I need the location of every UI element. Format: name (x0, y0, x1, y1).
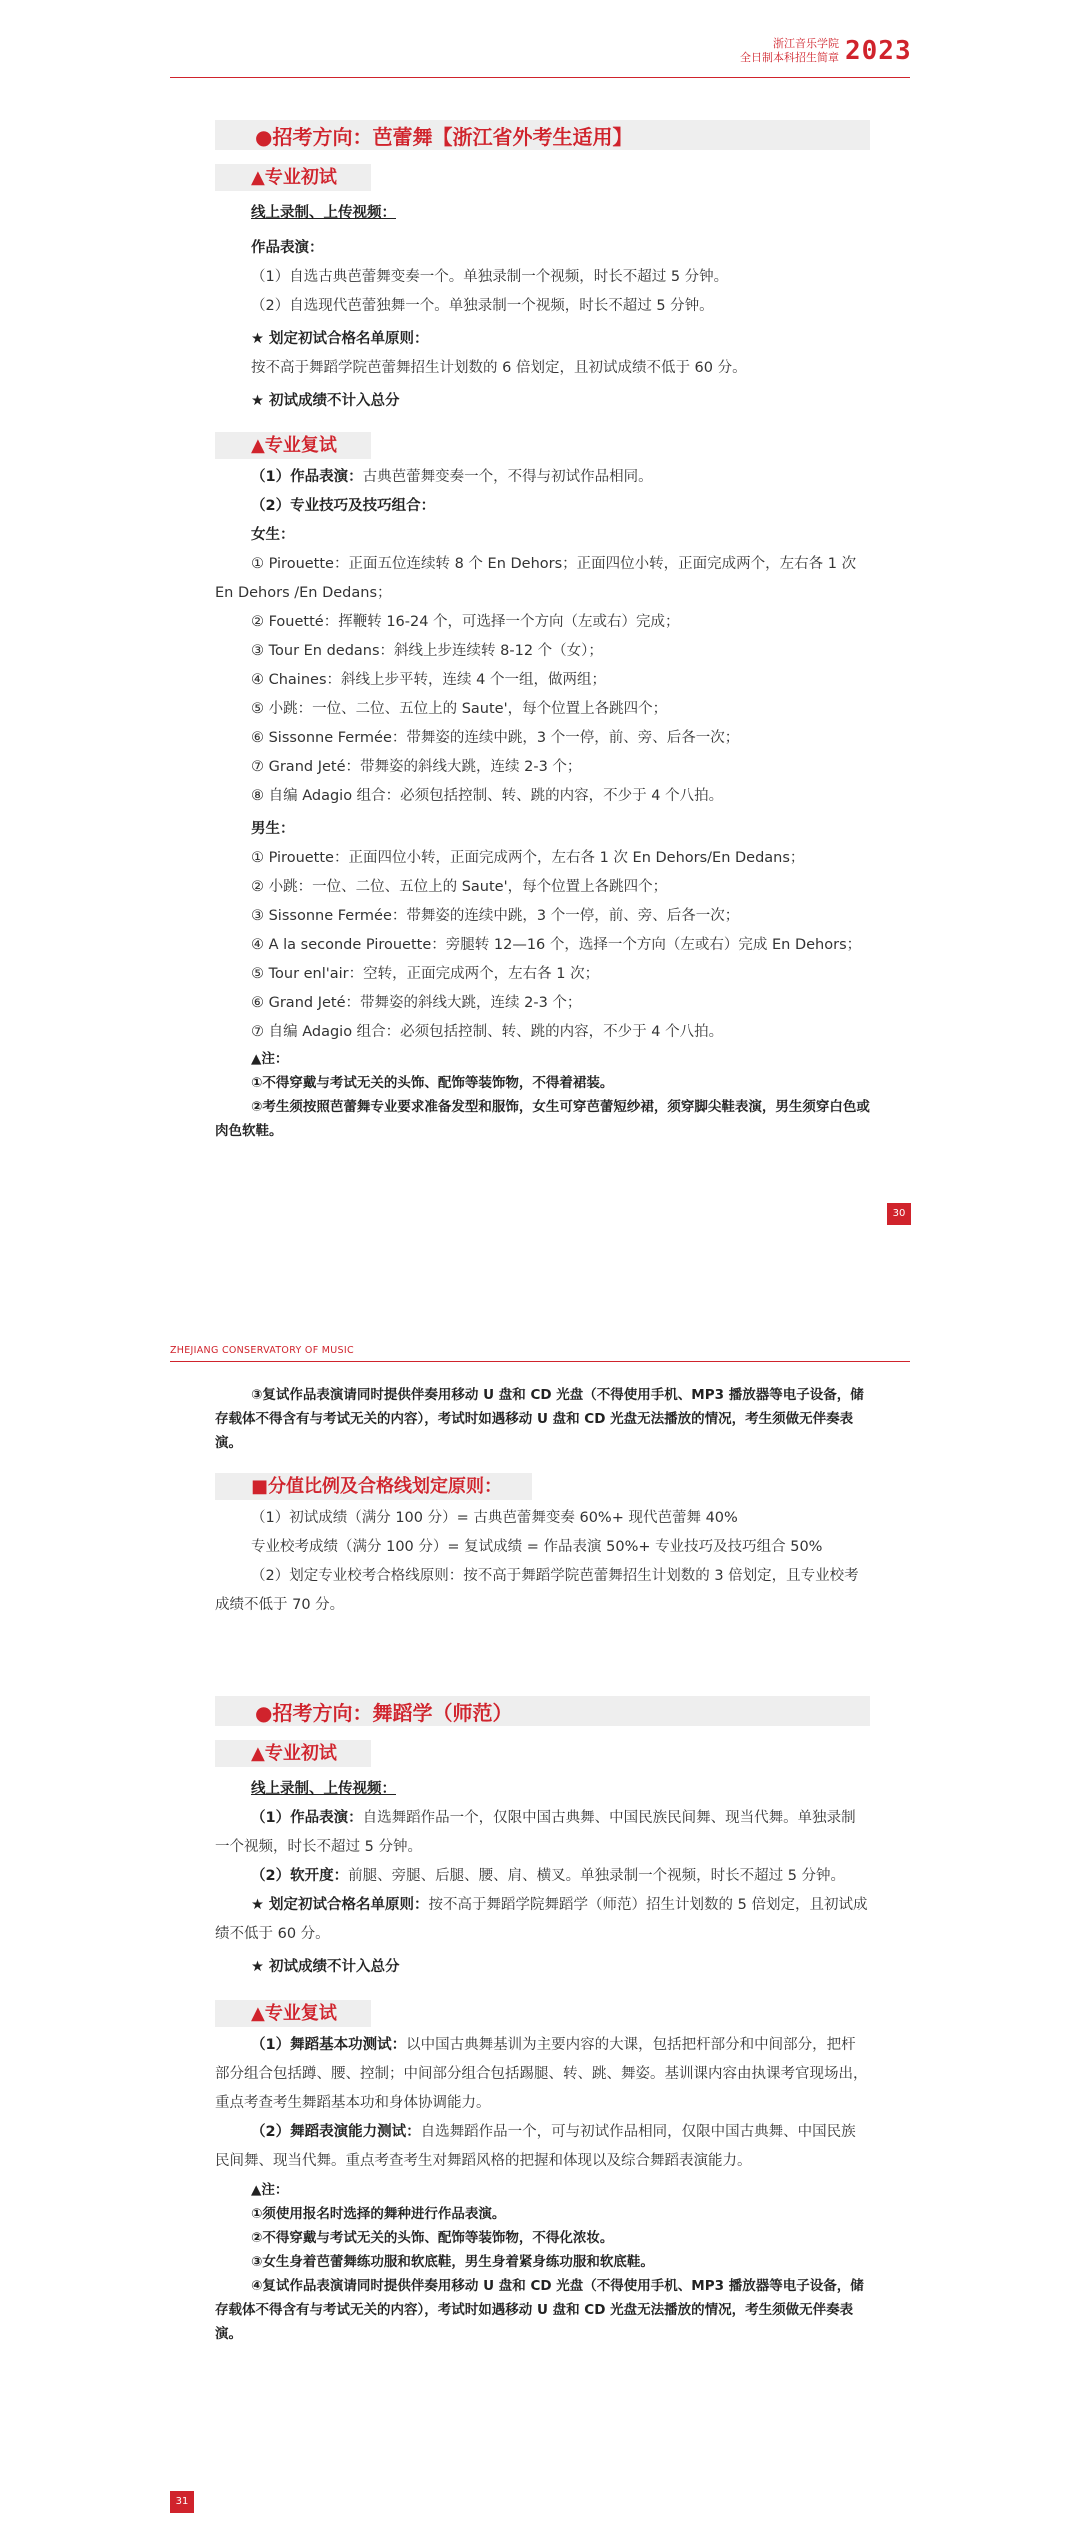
header-rule (170, 77, 910, 78)
note2-2: ②不得穿戴与考试无关的头饰、配饰等装饰物，不得化浓妆。 (251, 2230, 614, 2246)
page-number-31: 31 (170, 2491, 194, 2513)
note-head: ▲注： (251, 1051, 289, 1067)
female-item-8: ⑧ 自编 Adagio 组合：必须包括控制、转、跳的内容，不少于 4 个八拍。 (251, 788, 724, 804)
female-item-6: ⑥ Sissonne Fermée：带舞姿的连续中跳，3 个一停，前、旁、后各一次； (251, 730, 740, 746)
retest2-item-2: （2）舞蹈表演能力测试：自选舞蹈作品一个，可与初试作品相同，仅限中国古典舞、中国民族民间舞、现当代舞。重点考查考生对舞蹈风格的把握和体现以及综合舞蹈表演能力。 (215, 2124, 856, 2169)
male-item-3: ③ Sissonne Fermée：带舞姿的连续中跳，3 个一停，前、旁、后各一次； (251, 908, 740, 924)
english-header: ZHEJIANG CONSERVATORY OF MUSIC (170, 1345, 354, 1356)
online-upload-label-2: 线上录制、上传视频： (251, 1781, 396, 1797)
school-name: 浙江音乐学院 (773, 37, 839, 50)
note2-head: ▲注： (251, 2182, 289, 2198)
subsection-retest: ▲专业复试 (215, 432, 371, 459)
subsection-score: ■分值比例及合格线划定原则： (215, 1473, 532, 1500)
retest-item-2: （2）专业技巧及技巧组合： (251, 498, 436, 514)
page-31-content (215, 1383, 870, 2346)
header-rule-2 (170, 1361, 910, 1362)
page-30-content (215, 120, 870, 1143)
subsection-prelim: ▲专业初试 (215, 164, 371, 191)
note-2: ②考生须按照芭蕾舞专业要求准备发型和服饰，女生可穿芭蕾短纱裙，须穿脚尖鞋表演，男生须穿白色或肉色软鞋。 (215, 1099, 870, 1139)
perf-head: 作品表演： (251, 240, 324, 256)
prelim-note: ★ 初试成绩不计入总分 (251, 393, 400, 409)
prelim-rule-text: 按不高于舞蹈学院芭蕾舞招生计划数的 6 倍划定，且初试成绩不低于 60 分。 (251, 360, 747, 376)
note2-3: ③女生身着芭蕾舞练功服和软底鞋，男生身着紧身练功服和软底鞋。 (251, 2254, 654, 2270)
note2-4: ④复试作品表演请同时提供伴奏用移动 U 盘和 CD 光盘（不得使用手机、MP3 播放器等电子设备，储存载体不得含有与考试无关的内容），考试时如遇移动 U 盘和 CD 光盘无法播放的情况，考生须做无伴奏表演。 (215, 2278, 864, 2342)
note2-1: ①须使用报名时选择的舞种进行作品表演。 (251, 2206, 506, 2222)
prelim2-item-1: （1）作品表演：自选舞蹈作品一个，仅限中国古典舞、中国民族民间舞、现当代舞。单独录制一个视频，时长不超过 5 分钟。 (215, 1810, 856, 1855)
prelim-item-1: （1）自选古典芭蕾舞变奏一个。单独录制一个视频，时长不超过 5 分钟。 (251, 269, 729, 285)
female-head: 女生： (251, 527, 295, 543)
prelim-item-2: （2）自选现代芭蕾独舞一个。单独录制一个视频，时长不超过 5 分钟。 (251, 298, 714, 314)
note-1: ①不得穿戴与考试无关的头饰、配饰等装饰物，不得着裙装。 (251, 1075, 614, 1091)
brochure-year: 2023 (845, 36, 912, 66)
score-line-3: （2）划定专业校考合格线原则：按不高于舞蹈学院芭蕾舞招生计划数的 3 倍划定，且专业校考成绩不低于 70 分。 (215, 1568, 859, 1613)
prelim2-item-2: （2）软开度：前腿、旁腿、后腿、腰、肩、横叉。单独录制一个视频，时长不超过 5 分钟。 (251, 1868, 846, 1884)
female-item-4: ④ Chaines：斜线上步平转，连续 4 个一组，做两组； (251, 672, 606, 688)
score-line-1: （1）初试成绩（满分 100 分）= 古典芭蕾舞变奏 60%+ 现代芭蕾舞 40% (251, 1510, 738, 1526)
male-item-2: ② 小跳：一位、二位、五位上的 Saute'，每个位置上各跳四个； (251, 879, 668, 895)
section-title-dance-edu: ●招考方向：舞蹈学（师范） (215, 1696, 870, 1726)
brochure-header (740, 36, 912, 66)
brochure-subtitle: 全日制本科招生简章 (740, 51, 839, 64)
online-upload-label: 线上录制、上传视频： (251, 205, 396, 221)
male-item-5: ⑤ Tour enl'air：空转，正面完成两个，左右各 1 次； (251, 966, 600, 982)
page-number-30: 30 (887, 1203, 911, 1225)
retest2-item-1: （1）舞蹈基本功测试：以中国古典舞基训为主要内容的大课，包括把杆部分和中间部分，把杆部分组合包括蹲、腰、控制；中间部分组合包括踢腿、转、跳、舞姿。基训课内容由执课考官现场出，重点考查考生舞蹈基本功和身体协调能力。 (215, 2037, 868, 2111)
male-item-1: ① Pirouette：正面四位小转，正面完成两个，左右各 1 次 En Dehors/En Dedans； (251, 850, 805, 866)
female-item-5: ⑤ 小跳：一位、二位、五位上的 Saute'，每个位置上各跳四个； (251, 701, 668, 717)
female-item-3: ③ Tour En dedans：斜线上步连续转 8-12 个（女）； (251, 643, 603, 659)
subsection-retest-2: ▲专业复试 (215, 2000, 371, 2027)
page-30 (0, 0, 1080, 1265)
subsection-prelim-2: ▲专业初试 (215, 1740, 371, 1767)
prelim2-note: ★ 初试成绩不计入总分 (251, 1959, 400, 1975)
prelim-rule-head: ★ 划定初试合格名单原则： (251, 331, 429, 347)
prelim2-rule: ★ 划定初试合格名单原则：按不高于舞蹈学院舞蹈学（师范）招生计划数的 5 倍划定，且初试成绩不低于 60 分。 (215, 1897, 868, 1942)
retest-item-1: （1）作品表演：古典芭蕾舞变奏一个，不得与初试作品相同。 (251, 469, 653, 485)
male-item-4: ④ A la seconde Pirouette：旁腿转 12—16 个，选择一个方向（左或右）完成 En Dehors； (251, 937, 862, 953)
page-31 (0, 1265, 1080, 2533)
section-title-ballet: ●招考方向：芭蕾舞【浙江省外考生适用】 (215, 120, 870, 150)
female-item-2: ② Fouetté：挥鞭转 16-24 个，可选择一个方向（左或右）完成； (251, 614, 680, 630)
female-item-1: ① Pirouette：正面五位连续转 8 个 En Dehors；正面四位小转，正面完成两个，左右各 1 次 En Dehors /En Dedans； (215, 556, 857, 601)
male-head: 男生： (251, 821, 295, 837)
note-3: ③复试作品表演请同时提供伴奏用移动 U 盘和 CD 光盘（不得使用手机、MP3 播放器等电子设备，储存载体不得含有与考试无关的内容），考试时如遇移动 U 盘和 CD 光盘无法播放的情况，考生须做无伴奏表演。 (215, 1387, 864, 1451)
male-item-6: ⑥ Grand Jeté：带舞姿的斜线大跳，连续 2-3 个； (251, 995, 582, 1011)
score-line-2: 专业校考成绩（满分 100 分）= 复试成绩 = 作品表演 50%+ 专业技巧及技巧组合 50% (251, 1539, 823, 1555)
male-item-7: ⑦ 自编 Adagio 组合：必须包括控制、转、跳的内容，不少于 4 个八拍。 (251, 1024, 724, 1040)
female-item-7: ⑦ Grand Jeté：带舞姿的斜线大跳，连续 2-3 个； (251, 759, 582, 775)
